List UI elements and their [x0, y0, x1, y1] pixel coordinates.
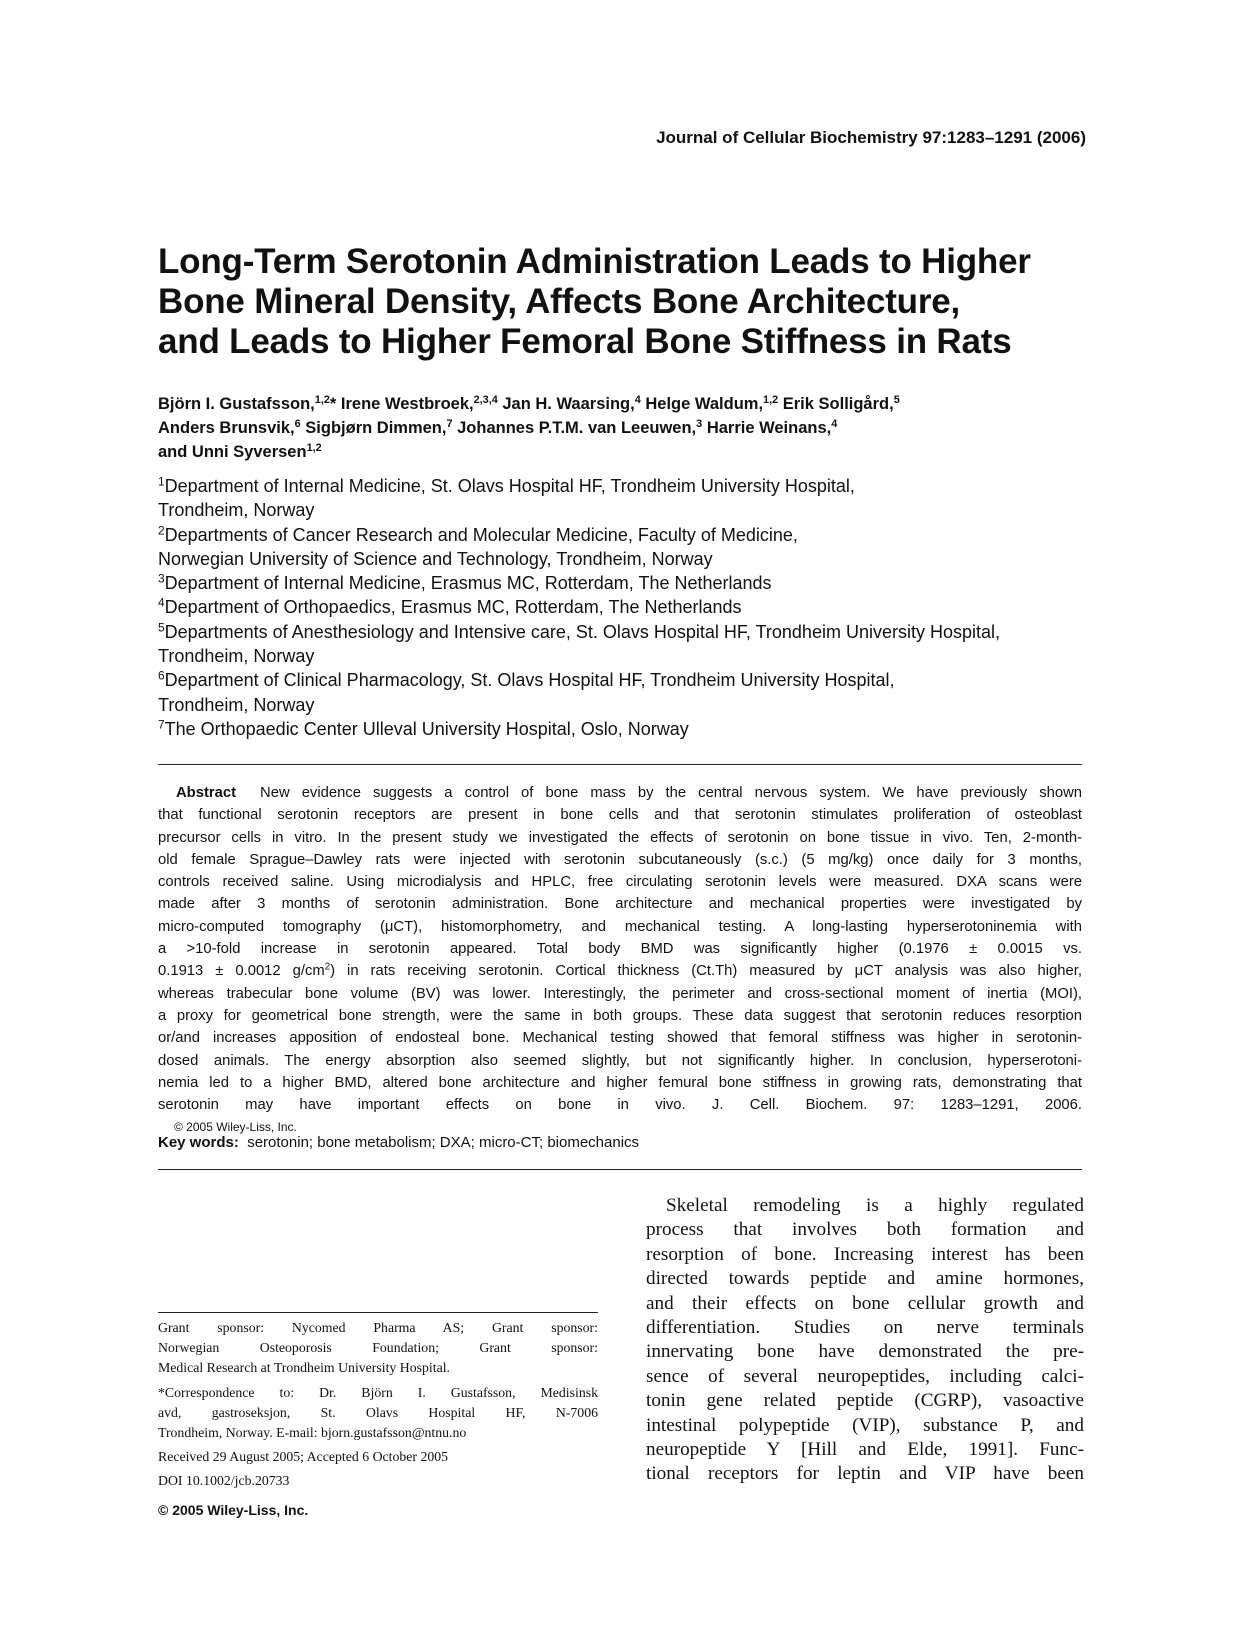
body-line: tional receptors for leptin and VIP have been: [646, 1463, 1084, 1485]
title-line: and Leads to Higher Femoral Bone Stiffness in Rats: [158, 322, 1012, 361]
abstract-text: 0.1913 ± 0.0012 g/cm: [158, 963, 325, 980]
affiliation-line: Trondheim, Norway: [158, 694, 315, 715]
author-affil-sup: 6: [294, 418, 301, 431]
body-line: directed towards peptide and amine hormones,: [646, 1268, 1084, 1290]
abstract: [158, 782, 1082, 1139]
author-affil-sup: 2,3,4: [473, 394, 498, 407]
body-line: Skeletal remodeling is a highly regulated: [666, 1195, 1084, 1216]
affiliation-text: Departments of Cancer Research and Molecular Medicine, Faculty of Medicine,: [164, 524, 798, 545]
author-affil-sup: 1,2: [306, 442, 322, 455]
body-line: neuropeptide Y [Hill and Elde, 1991]. Func-: [646, 1439, 1084, 1461]
author-name: Helge Waldum,: [645, 395, 764, 413]
grant-line: Norwegian Osteoporosis Foundation; Grant sponsor:: [158, 1340, 598, 1356]
correspondence-line: *Correspondence to: Dr. Björn I. Gustafsson, Medisinsk: [158, 1384, 598, 1400]
body-line: resorption of bone. Increasing interest has been: [646, 1243, 1084, 1265]
correspondence-line: Trondheim, Norway. E-mail: bjorn.gustafsson@ntnu.no: [158, 1425, 467, 1441]
abstract-line: controls received saline. Using microdialysis and HPLC, free circulating serotonin levels were measured. DXA scans were: [158, 874, 1082, 891]
affiliation-text: Department of Clinical Pharmacology, St. Olavs Hospital HF, Trondheim University Hospital,: [164, 670, 895, 691]
correspondence-line: avd, gastroseksjon, St. Olavs Hospital HF, N-7006: [158, 1404, 598, 1420]
body-line: intestinal polypeptide (VIP), substance P, and: [646, 1414, 1084, 1436]
author-name: Harrie Weinans,: [706, 419, 832, 437]
keywords: [158, 1134, 639, 1151]
body-line: tonin gene related peptide (CGRP), vasoactive: [646, 1390, 1084, 1412]
affiliation-line: [158, 668, 1098, 692]
footnote-copyright: © 2005 Wiley-Liss, Inc.: [158, 1501, 309, 1518]
affiliation-number: 2: [158, 523, 165, 538]
affiliation-number: 6: [158, 668, 165, 683]
abstract-label: Abstract: [176, 785, 237, 801]
affiliation-number: 7: [158, 717, 165, 732]
affiliation-text: The Orthopaedic Center Ulleval University Hospital, Oslo, Norway: [164, 718, 689, 739]
author-affil-sup: 3: [696, 418, 703, 431]
author-name: Johannes P.T.M. van Leeuwen,: [457, 419, 697, 437]
title-line: Bone Mineral Density, Affects Bone Architecture,: [158, 282, 961, 321]
abstract-line: dosed animals. The energy absorption also seemed slightly, but not significantly higher. In conclusion, hyperserotoni-: [158, 1052, 1082, 1069]
author-affil-sup: 4: [831, 418, 838, 431]
author-name: Sigbjørn Dimmen,: [305, 419, 447, 437]
abstract-line: precursor cells in vitro. In the present study we investigated the effects of serotonin on bone tissue in vivo. Ten, 2-month-: [158, 829, 1082, 846]
grant-line: Grant sponsor: Nycomed Pharma AS; Grant sponsor:: [158, 1320, 598, 1335]
author-affil-sup: 1,2: [314, 394, 330, 407]
header-divider: [158, 764, 1082, 765]
body-line: sence of several neuropeptides, including calci-: [646, 1365, 1084, 1387]
footnotes: [158, 1318, 598, 1520]
affiliation-number: 5: [158, 620, 165, 635]
affiliation-line: Norwegian University of Science and Technology, Trondheim, Norway: [158, 548, 713, 569]
abstract-text: New evidence suggests a control of bone mass by the central nervous system. We have previously shown: [260, 785, 1082, 801]
abstract-text: ) in rats receiving serotonin. Cortical thickness (Ct.Th) measured by μCT analysis was also higher,: [330, 963, 1082, 980]
abstract-copyright: © 2005 Wiley-Liss, Inc.: [174, 1120, 297, 1135]
affiliation-line: Trondheim, Norway: [158, 646, 315, 667]
affiliation-line: Trondheim, Norway: [158, 500, 315, 521]
abstract-line: that functional serotonin receptors are present in bone cells and that serotonin stimulates proliferation of osteoblast: [158, 807, 1082, 824]
affiliation-line: [158, 620, 1098, 644]
affiliation-line: [158, 523, 1098, 547]
abstract-line: a proxy for geometrical bone strength, were the same in both groups. These data suggest that serotonin reduces resorption: [158, 1007, 1082, 1024]
body-line: and their effects on bone cellular growth and: [646, 1292, 1084, 1314]
body-text: [646, 1194, 1084, 1487]
body-line: differentiation. Studies on nerve terminals: [646, 1317, 1084, 1339]
affiliation-line: [158, 474, 1098, 498]
abstract-divider: [158, 1169, 1082, 1170]
affiliation-line: [158, 717, 1098, 741]
author-affil-sup: 7: [446, 418, 453, 431]
received-dates: Received 29 August 2005; Accepted 6 October 2005: [158, 1449, 449, 1465]
corresponding-mark: *: [329, 395, 337, 413]
author-name: Irene Westbroek,: [340, 395, 474, 413]
abstract-line: made after 3 months of serotonin administration. Bone architecture and mechanical properties were investigated by: [158, 896, 1082, 913]
author-affil-sup: 1,2: [763, 394, 779, 407]
author-name: Erik Solligård,: [782, 395, 894, 413]
footnote-divider: [158, 1312, 598, 1313]
author-name: and Unni Syversen: [158, 443, 307, 461]
keywords-label: Key words:: [158, 1134, 239, 1151]
abstract-line: [158, 960, 1082, 982]
journal-header: Journal of Cellular Biochemistry 97:1283–1291 (2006): [656, 128, 1086, 147]
abstract-line: whereas trabecular bone volume (BV) was lower. Interestingly, the perimeter and cross-sectional moment of inertia (MOI),: [158, 985, 1082, 1002]
body-line: process that involves both formation and: [646, 1219, 1084, 1241]
author-affil-sup: 4: [634, 394, 641, 407]
affiliation-number: 4: [158, 595, 165, 610]
author-line: [158, 392, 1098, 416]
affiliation-text: Departments of Anesthesiology and Intensive care, St. Olavs Hospital HF, Trondheim University Hospital,: [164, 621, 1000, 642]
body-line: innervating bone have demonstrated the pre-: [646, 1341, 1084, 1363]
abstract-line: or/and increases apposition of endosteal bone. Mechanical testing showed that femoral stiffness was higher in serotonin-: [158, 1030, 1082, 1047]
affiliation-line: [158, 571, 1098, 595]
author-list: [158, 392, 1098, 464]
abstract-line: micro-computed tomography (μCT), histomorphometry, and mechanical testing. A long-lasting hyperserotoninemia with: [158, 918, 1082, 935]
abstract-line: a >10-fold increase in serotonin appeared. Total body BMD was significantly higher (0.1976 ± 0.0015 vs.: [158, 941, 1082, 958]
grant-line: Medical Research at Trondheim University Hospital.: [158, 1360, 450, 1376]
article-title: [158, 242, 1098, 362]
abstract-line: nemia led to a higher BMD, altered bone architecture and higher femural bone stiffness in growing rats, demonstrating that: [158, 1074, 1082, 1091]
abstract-line: [158, 782, 1082, 804]
affiliation-text: Department of Orthopaedics, Erasmus MC, Rotterdam, The Netherlands: [164, 597, 742, 618]
affiliation-number: 1: [158, 474, 165, 489]
keywords-text: serotonin; bone metabolism; DXA; micro-CT; biomechanics: [247, 1134, 640, 1151]
affiliation-text: Department of Internal Medicine, St. Olavs Hospital HF, Trondheim University Hospital,: [164, 476, 855, 496]
doi: DOI 10.1002/jcb.20733: [158, 1473, 290, 1489]
abstract-line: serotonin may have important effects on bone in vivo. J. Cell. Biochem. 97: 1283–1291, 2006.: [158, 1097, 1082, 1114]
title-line: Long-Term Serotonin Administration Leads to Higher: [158, 242, 1031, 281]
affiliation-text: Department of Internal Medicine, Erasmus MC, Rotterdam, The Netherlands: [164, 573, 772, 594]
abstract-line: old female Sprague–Dawley rats were injected with serotonin subcutaneously (s.c.) (5 mg/kg) once daily for 3 months,: [158, 851, 1082, 868]
author-line: [158, 440, 1098, 464]
affiliation-line: [158, 595, 1098, 619]
affiliation-number: 3: [158, 571, 165, 586]
author-line: [158, 416, 1098, 440]
author-affil-sup: 5: [893, 394, 900, 407]
abstract-superscript: 2: [324, 962, 331, 974]
author-name: Anders Brunsvik,: [158, 419, 295, 437]
affiliations: [158, 474, 1098, 741]
author-name: Jan H. Waarsing,: [502, 395, 635, 413]
author-name: Björn I. Gustafsson,: [158, 395, 315, 413]
